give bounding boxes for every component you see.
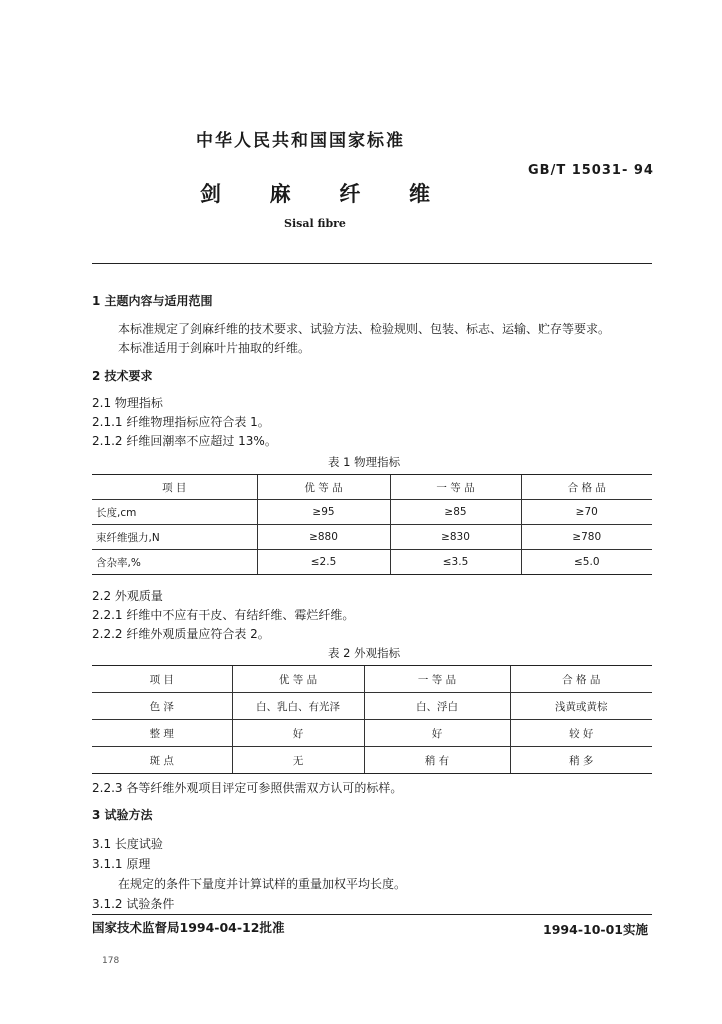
table-row: [92, 693, 652, 720]
table-1-physical-indices: [92, 474, 652, 575]
table-cell: 无: [232, 747, 364, 774]
table-cell: 长度,cm: [92, 500, 257, 525]
implementation-date: 1994-10-01实施: [543, 922, 648, 937]
table-header-cell: 合 格 品: [521, 475, 652, 500]
table-cell: 色 泽: [92, 693, 232, 720]
title-char: 纤: [339, 182, 361, 206]
clause-2-1-1: 2.1.1 纤维物理指标应符合表 1。: [92, 415, 270, 429]
table-cell: 白、乳白、有光泽: [232, 693, 364, 720]
approval-date: 国家技术监督局1994-04-12批准: [92, 920, 285, 935]
table-cell: ≥85: [390, 500, 521, 525]
table-cell: 好: [232, 720, 364, 747]
table-cell: 稍 多: [510, 747, 652, 774]
title-char: 维: [408, 182, 430, 206]
clause-2-1: 2.1 物理指标: [92, 396, 163, 410]
clause-3-1: 3.1 长度试验: [92, 837, 163, 851]
clause-2-2-1: 2.2.1 纤维中不应有干皮、有结纤维、霉烂纤维。: [92, 608, 355, 622]
table-cell: 稍 有: [364, 747, 510, 774]
clause-2-2-3: 2.2.3 各等纤维外观项目评定可参照供需双方认可的标样。: [92, 781, 403, 795]
section-2-heading: 2 技术要求: [92, 369, 153, 383]
table-header-cell: 项 目: [92, 666, 232, 693]
title-char: 剑: [200, 182, 221, 206]
table-cell: ≤2.5: [257, 550, 390, 575]
table-2-caption: 表 2 外观指标: [328, 646, 401, 660]
english-title: Sisal fibre: [284, 217, 346, 230]
table-header-cell: 优 等 品: [257, 475, 390, 500]
table-1-caption: 表 1 物理指标: [328, 455, 401, 469]
table-row: [92, 500, 652, 525]
table-row: [92, 550, 652, 575]
table-row: [92, 666, 652, 693]
table-cell: ≥95: [257, 500, 390, 525]
standard-number: GB/T 15031- 94: [528, 163, 654, 178]
section-3-heading: 3 试验方法: [92, 808, 153, 822]
section-1-heading: 1 主题内容与适用范围: [92, 294, 213, 308]
clause-3-1-1-paragraph: 在规定的条件下量度并计算试样的重量加权平均长度。: [118, 877, 407, 891]
clause-3-1-1: 3.1.1 原理: [92, 857, 151, 871]
section-1-paragraph-2: 本标准适用于剑麻叶片抽取的纤维。: [118, 341, 311, 355]
document-title: [200, 178, 430, 208]
table-row: [92, 747, 652, 774]
clause-2-1-2: 2.1.2 纤维回潮率不应超过 13%。: [92, 434, 277, 448]
table-cell: ≥780: [521, 525, 652, 550]
table-cell: 好: [364, 720, 510, 747]
title-char: 麻: [269, 182, 291, 206]
table-header-cell: 优 等 品: [232, 666, 364, 693]
table-cell: 束纤维强力,N: [92, 525, 257, 550]
table-2-appearance-indices: [92, 665, 652, 774]
clause-2-2: 2.2 外观质量: [92, 589, 163, 603]
header-divider: [92, 263, 652, 264]
section-1-paragraph-1: 本标准规定了剑麻纤维的技术要求、试验方法、检验规则、包装、标志、运输、贮存等要求。: [118, 322, 611, 336]
table-row: [92, 525, 652, 550]
table-header-cell: 一 等 品: [364, 666, 510, 693]
clause-3-1-2: 3.1.2 试验条件: [92, 897, 175, 911]
table-cell: ≥830: [390, 525, 521, 550]
table-cell: ≥70: [521, 500, 652, 525]
table-cell: 整 理: [92, 720, 232, 747]
table-cell: 较 好: [510, 720, 652, 747]
table-cell: ≤5.0: [521, 550, 652, 575]
table-header-cell: 项 目: [92, 475, 257, 500]
table-cell: 斑 点: [92, 747, 232, 774]
table-cell: 白、浮白: [364, 693, 510, 720]
table-cell: ≤3.5: [390, 550, 521, 575]
table-header-cell: 合 格 品: [510, 666, 652, 693]
table-cell: 浅黄或黄棕: [510, 693, 652, 720]
footer-divider: [92, 914, 652, 915]
table-row: [92, 720, 652, 747]
table-header-cell: 一 等 品: [390, 475, 521, 500]
table-cell: 含杂率,%: [92, 550, 257, 575]
clause-2-2-2: 2.2.2 纤维外观质量应符合表 2。: [92, 627, 270, 641]
document-org-title: 中华人民共和国国家标准: [196, 131, 405, 151]
table-row: [92, 475, 652, 500]
page-number: 178: [102, 956, 120, 966]
table-cell: ≥880: [257, 525, 390, 550]
